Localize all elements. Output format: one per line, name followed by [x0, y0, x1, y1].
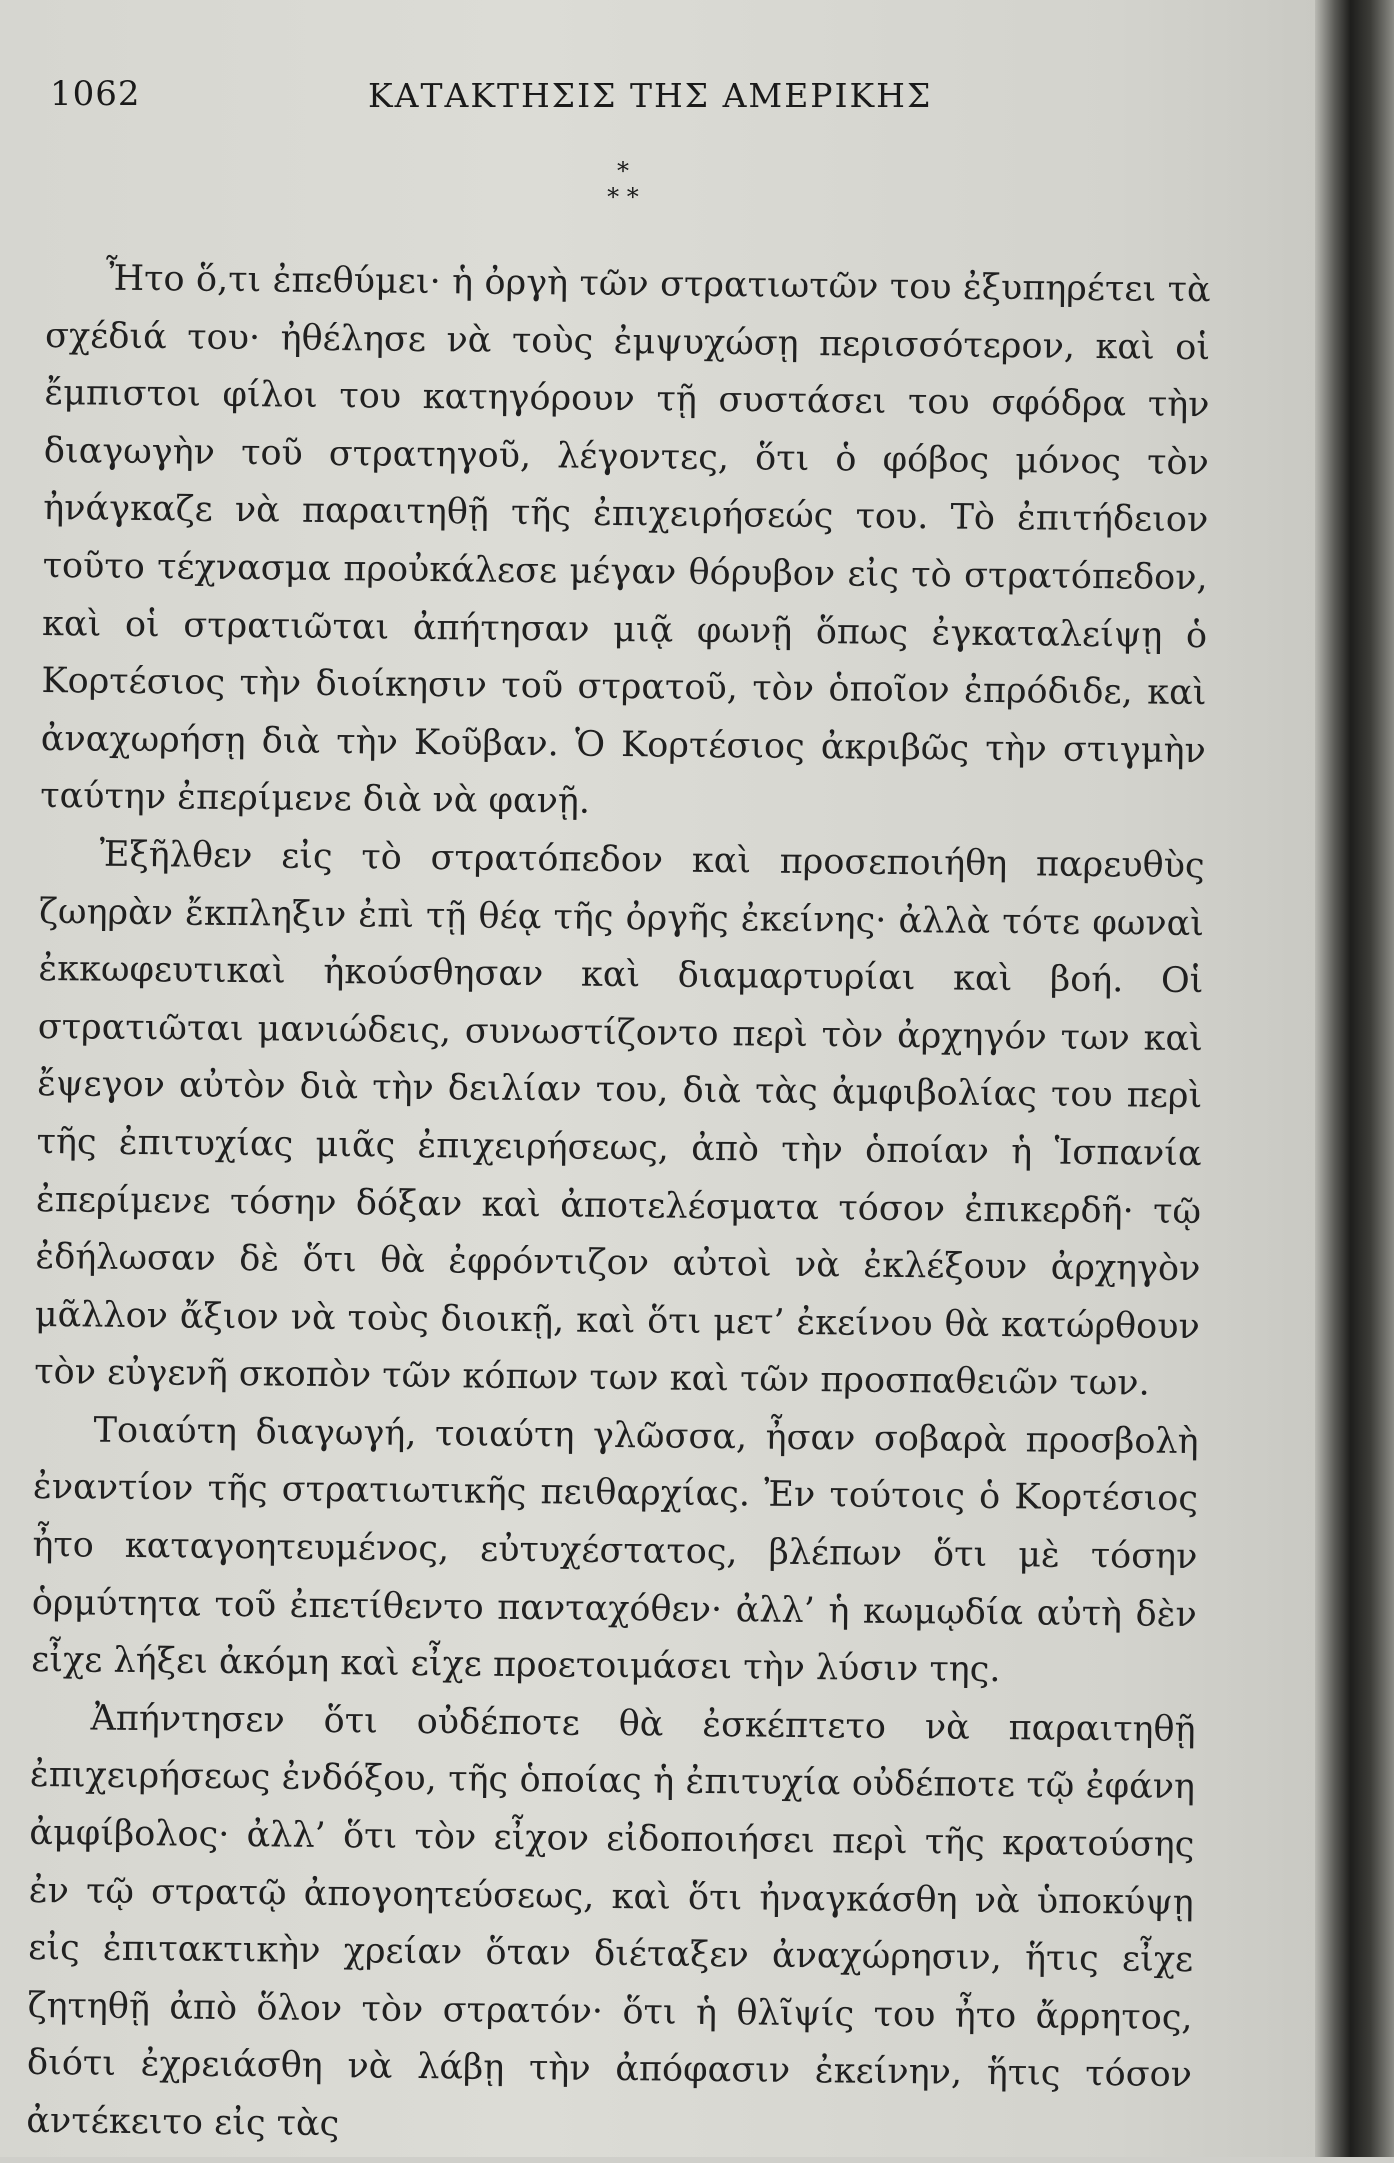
paragraph: Ἐξῆλθεν εἰς τὸ στρατόπεδον καὶ προσεποιήθη παρευθὺς ζωηρὰν ἔκπληξιν ἐπὶ τῇ θέᾳ τῆς ὀργῆς ἐκείνης· ἀλλὰ τότε φωναὶ ἐκκωφευτικαὶ ἠκούσθησαν καὶ διαμαρτυρίαι καὶ βοή. Οἱ στρατιῶται μανιώδεις, συνωστίζοντο περὶ τὸν ἀρχηγόν των καὶ ἔψεγον αὐτὸν διὰ τὴν δειλίαν του, διὰ τὰς ἀμφιβολίας του περὶ τῆς ἐπιτυχίας μιᾶς ἐπιχειρήσεως, ἀπὸ τὴν ὁποίαν ἡ Ἱσπανία ἐπερίμενε τόσην δόξαν καὶ ἀποτελέσματα τόσον ἐπικερδῆ· τῷ ἐδήλωσαν δὲ ὅτι θὰ ἐφρόντιζον αὐτοὶ νὰ ἐκλέξουν ἀρχηγὸν μᾶλλον ἄξιον νὰ τοὺς διοικῇ, καὶ ὅτι μετ’ ἐκείνου θὰ κατώρθουν τὸν εὐγενῆ σκοπὸν τῶν κόπων των καὶ τῶν προσπαθειῶν των. [34, 834, 1205, 1404]
page-header [50, 74, 1180, 124]
paragraph: Τοιαύτη διαγωγή, τοιαύτη γλῶσσα, ἦσαν σοβαρὰ προσβολὴ ἐναντίον τῆς στρατιωτικῆς πειθαρχίας. Ἐν τούτοις ὁ Κορτέσιος ἦτο καταγοητευμένος, εὐτυχέστατος, βλέπων ὅτι μὲ τόσην ὁρμύτητα τοῦ ἐπετίθεντο πανταχόθεν· ἀλλ’ ἡ κωμῳδία αὐτὴ δὲν εἶχε λήξει ἀκόμη καὶ εἶχε προετοιμάσει τὴν λύσιν της. [31, 1410, 1199, 1691]
body-text [26, 250, 1211, 2163]
running-title: ΚΑΤΑΚΤΗΣΙΣ ΤΗΣ ΑΜΕΡΙΚΗΣ [368, 76, 933, 115]
page-number: 1062 [50, 74, 141, 114]
paragraph: Ἀπήντησεν ὅτι οὐδέποτε θὰ ἐσκέπτετο νὰ παραιτηθῇ ἐπιχειρήσεως ἐνδόξου, τῆς ὁποίας ἡ ἐπιτυχία οὐδέποτε τῷ ἐφάνη ἀμφίβολος· ἀλλ’ ὅτι τὸν εἶχον εἰδοποιήσει περὶ τῆς κρατούσης ἐν τῷ στρατῷ ἀπογοητεύσεως, καὶ ὅτι ἠναγκάσθη νὰ ὑποκύψῃ εἰς ἐπιτακτικὴν χρείαν ὅταν διέταξεν ἀναχώρησιν, ἥτις εἶχε ζητηθῇ ἀπὸ ὅλον τὸν στρατόν· ὅτι ἡ θλῖψίς του ἦτο ἄρρητος, διότι ἐχρειάσθη νὰ λάβῃ τὴν ἀπόφασιν ἐκείνην, ἥτις τόσον ἀντέκειτο εἰς τὰς [26, 1698, 1196, 2145]
book-gutter-shadow [1315, 0, 1394, 2157]
ornament-asterisks: * * * [607, 157, 639, 211]
section-ornament [598, 158, 648, 218]
paragraph: Ἦτο ὅ,τι ἐπεθύμει· ἡ ὀργὴ τῶν στρατιωτῶν του ἐξυπηρέτει τὰ σχέδιά του· ἠθέλησε νὰ τοὺς ἐμψυχώσῃ περισσότερον, καὶ οἱ ἔμπιστοι φίλοι του κατηγόρουν τῇ συστάσει του σφόδρα τὴν διαγωγὴν τοῦ στρατηγοῦ, λέγοντες, ὅτι ὁ φόβος μόνος τὸν ἠνάγκαζε νὰ παραιτηθῇ τῆς ἐπιχειρήσεώς του. Τὸ ἐπιτήδειον τοῦτο τέχνασμα προὐκάλεσε μέγαν θόρυβον εἰς τὸ στρατόπεδον, καὶ οἱ στρατιῶται ἀπήτησαν μιᾷ φωνῇ ὅπως ἐγκαταλείψῃ ὁ Κορτέσιος τὴν διοίκησιν τοῦ στρατοῦ, τὸν ὁποῖον ἐπρόδιδε, καὶ ἀναχωρήσῃ διὰ τὴν Κοῦβαν. Ὁ Κορτέσιος ἀκριβῶς τὴν στιγμὴν ταύτην ἐπερίμενε διὰ νὰ φανῇ. [40, 258, 1211, 823]
